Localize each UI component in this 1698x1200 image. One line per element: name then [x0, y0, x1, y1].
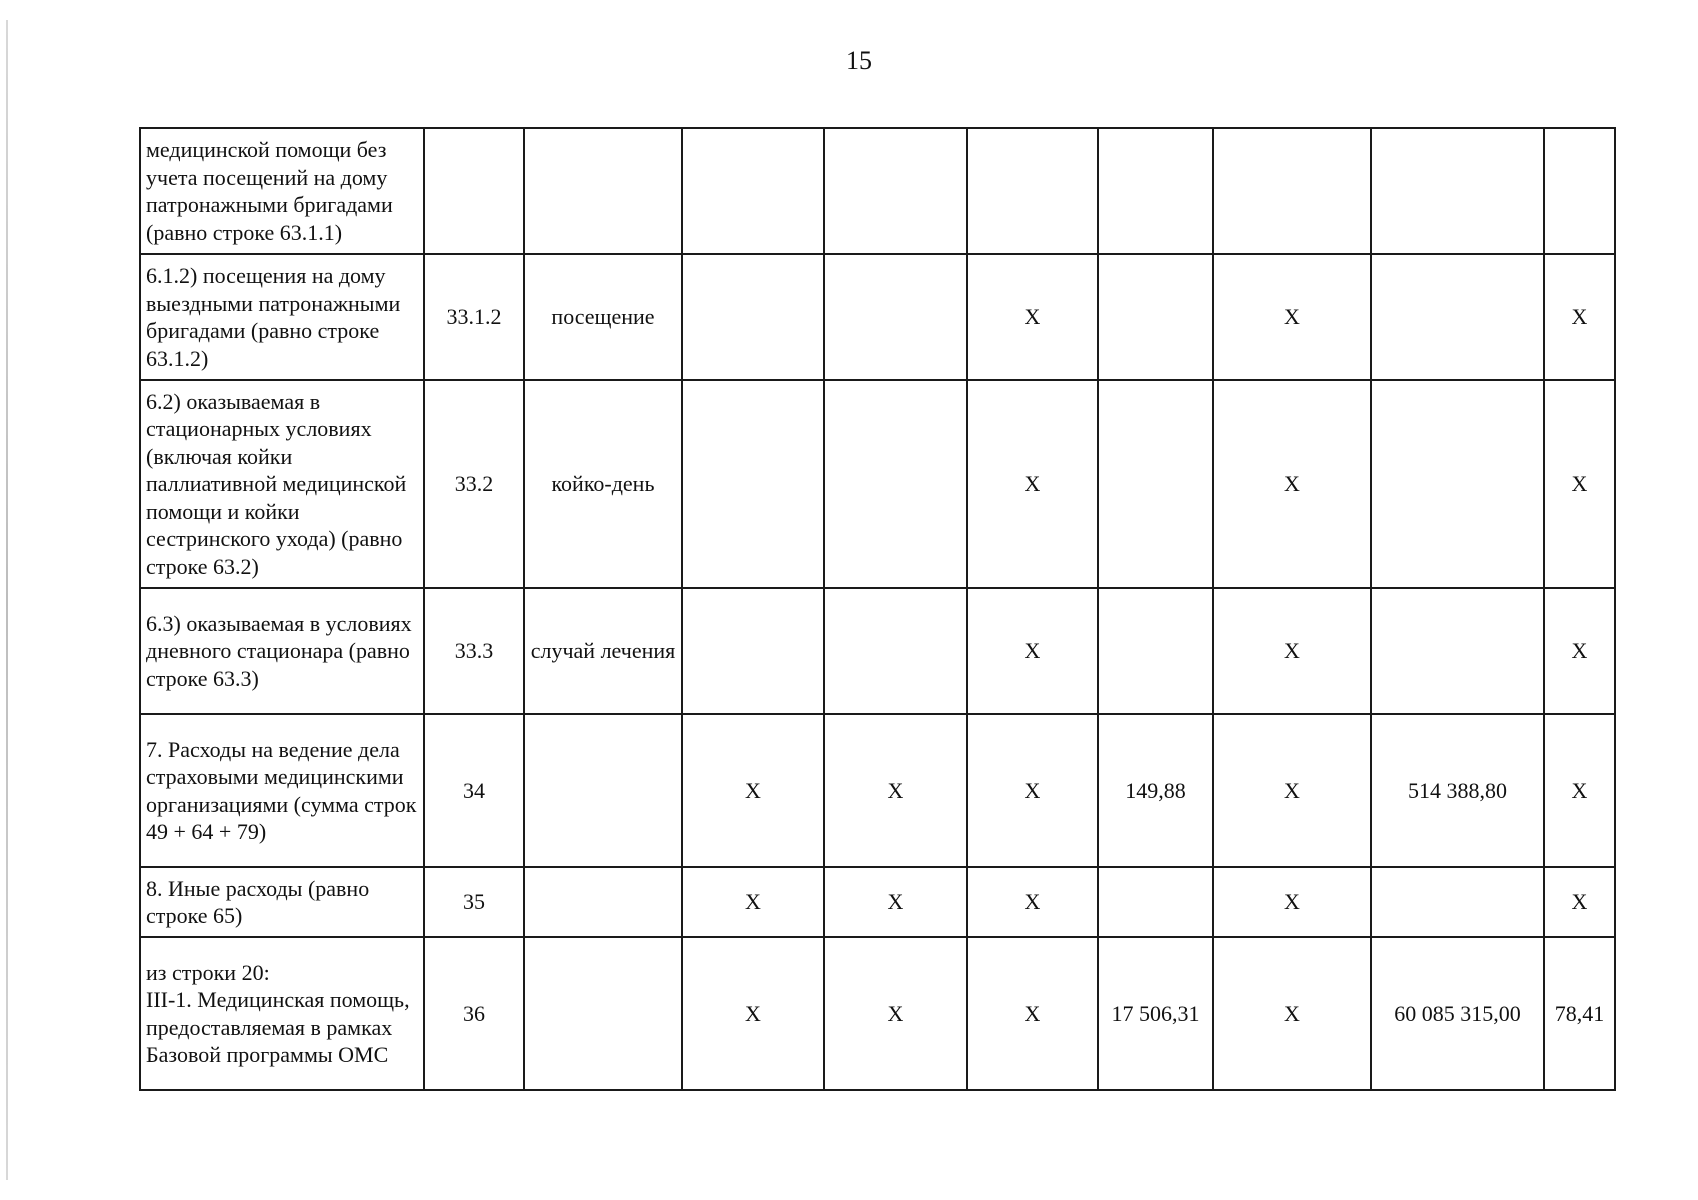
table-row — [140, 380, 1615, 588]
table-cell: X — [1213, 380, 1371, 588]
table-cell — [967, 128, 1098, 254]
table-cell — [1098, 867, 1213, 937]
row-code-cell: 33.2 — [424, 380, 524, 588]
table-cell — [682, 254, 824, 380]
table-cell — [824, 380, 967, 588]
table-cell: 78,41 — [1544, 937, 1615, 1090]
table-cell — [1371, 867, 1544, 937]
table-cell: 149,88 — [1098, 714, 1213, 867]
table-cell: X — [824, 937, 967, 1090]
table-cell — [824, 588, 967, 714]
table-cell — [1371, 588, 1544, 714]
row-name-cell: медицинской помощи без учета посещений на дому патронажными бригадами (равно строке 63.1.1) — [140, 128, 424, 254]
row-name-cell: 6.1.2) посещения на дому выездными патронажными бригадами (равно строке 63.1.2) — [140, 254, 424, 380]
row-code-cell: 34 — [424, 714, 524, 867]
table-cell: X — [1213, 588, 1371, 714]
table-row — [140, 128, 1615, 254]
table-cell: X — [1213, 867, 1371, 937]
unit-cell — [524, 714, 682, 867]
row-name-cell: 8. Иные расходы (равно строке 65) — [140, 867, 424, 937]
table-cell: X — [1544, 380, 1615, 588]
unit-cell: посещение — [524, 254, 682, 380]
unit-cell — [524, 867, 682, 937]
table-cell: X — [967, 588, 1098, 714]
table-cell: X — [967, 714, 1098, 867]
table-cell — [1098, 380, 1213, 588]
table-cell — [1098, 254, 1213, 380]
row-code-cell: 33.3 — [424, 588, 524, 714]
row-code-cell: 35 — [424, 867, 524, 937]
table-cell: X — [682, 937, 824, 1090]
table-cell: X — [1544, 254, 1615, 380]
table-cell: 17 506,31 — [1098, 937, 1213, 1090]
table-cell — [682, 128, 824, 254]
table-cell — [1098, 128, 1213, 254]
row-code-cell: 36 — [424, 937, 524, 1090]
page-number: 15 — [846, 46, 872, 75]
table-cell — [1098, 588, 1213, 714]
table-cell: 60 085 315,00 — [1371, 937, 1544, 1090]
table-cell: X — [1213, 937, 1371, 1090]
table-cell: X — [967, 937, 1098, 1090]
table-cell — [824, 128, 967, 254]
table-cell: X — [1544, 867, 1615, 937]
table-cell: X — [1213, 254, 1371, 380]
table-cell: X — [682, 867, 824, 937]
table-cell — [1371, 380, 1544, 588]
table-row — [140, 867, 1615, 937]
table-cell — [682, 380, 824, 588]
table-cell: X — [1544, 588, 1615, 714]
scan-left-edge — [6, 20, 8, 1180]
table-cell: X — [1213, 714, 1371, 867]
table-cell: X — [682, 714, 824, 867]
table-cell: X — [967, 254, 1098, 380]
table-cell: X — [824, 714, 967, 867]
unit-cell — [524, 937, 682, 1090]
table-cell — [1371, 254, 1544, 380]
table-cell — [1544, 128, 1615, 254]
table-cell: X — [824, 867, 967, 937]
table-cell — [682, 588, 824, 714]
table-cell — [824, 254, 967, 380]
table-row — [140, 588, 1615, 714]
table-cell — [1213, 128, 1371, 254]
row-name-cell: 6.3) оказываемая в условиях дневного стационара (равно строке 63.3) — [140, 588, 424, 714]
table-cell — [424, 128, 524, 254]
table-row — [140, 254, 1615, 380]
unit-cell: случай лечения — [524, 588, 682, 714]
table-cell: X — [967, 380, 1098, 588]
data-table — [139, 127, 1616, 1091]
table-row — [140, 937, 1615, 1090]
unit-cell: койко-день — [524, 380, 682, 588]
table-cell — [1371, 128, 1544, 254]
table-cell: X — [967, 867, 1098, 937]
row-code-cell: 33.1.2 — [424, 254, 524, 380]
row-name-cell: 6.2) оказываемая в стационарных условиях (включая койки паллиативной медицинской помощи и койки сестринского ухода) (равно строке 63.2) — [140, 380, 424, 588]
table-cell: X — [1544, 714, 1615, 867]
row-name-cell: 7. Расходы на ведение дела страховыми медицинскими организациями (сумма строк 49 + 64 + 79) — [140, 714, 424, 867]
table-cell — [524, 128, 682, 254]
table-row — [140, 714, 1615, 867]
row-name-cell: из строки 20: III-1. Медицинская помощь, предоставляемая в рамках Базовой программы ОМС — [140, 937, 424, 1090]
table-cell: 514 388,80 — [1371, 714, 1544, 867]
